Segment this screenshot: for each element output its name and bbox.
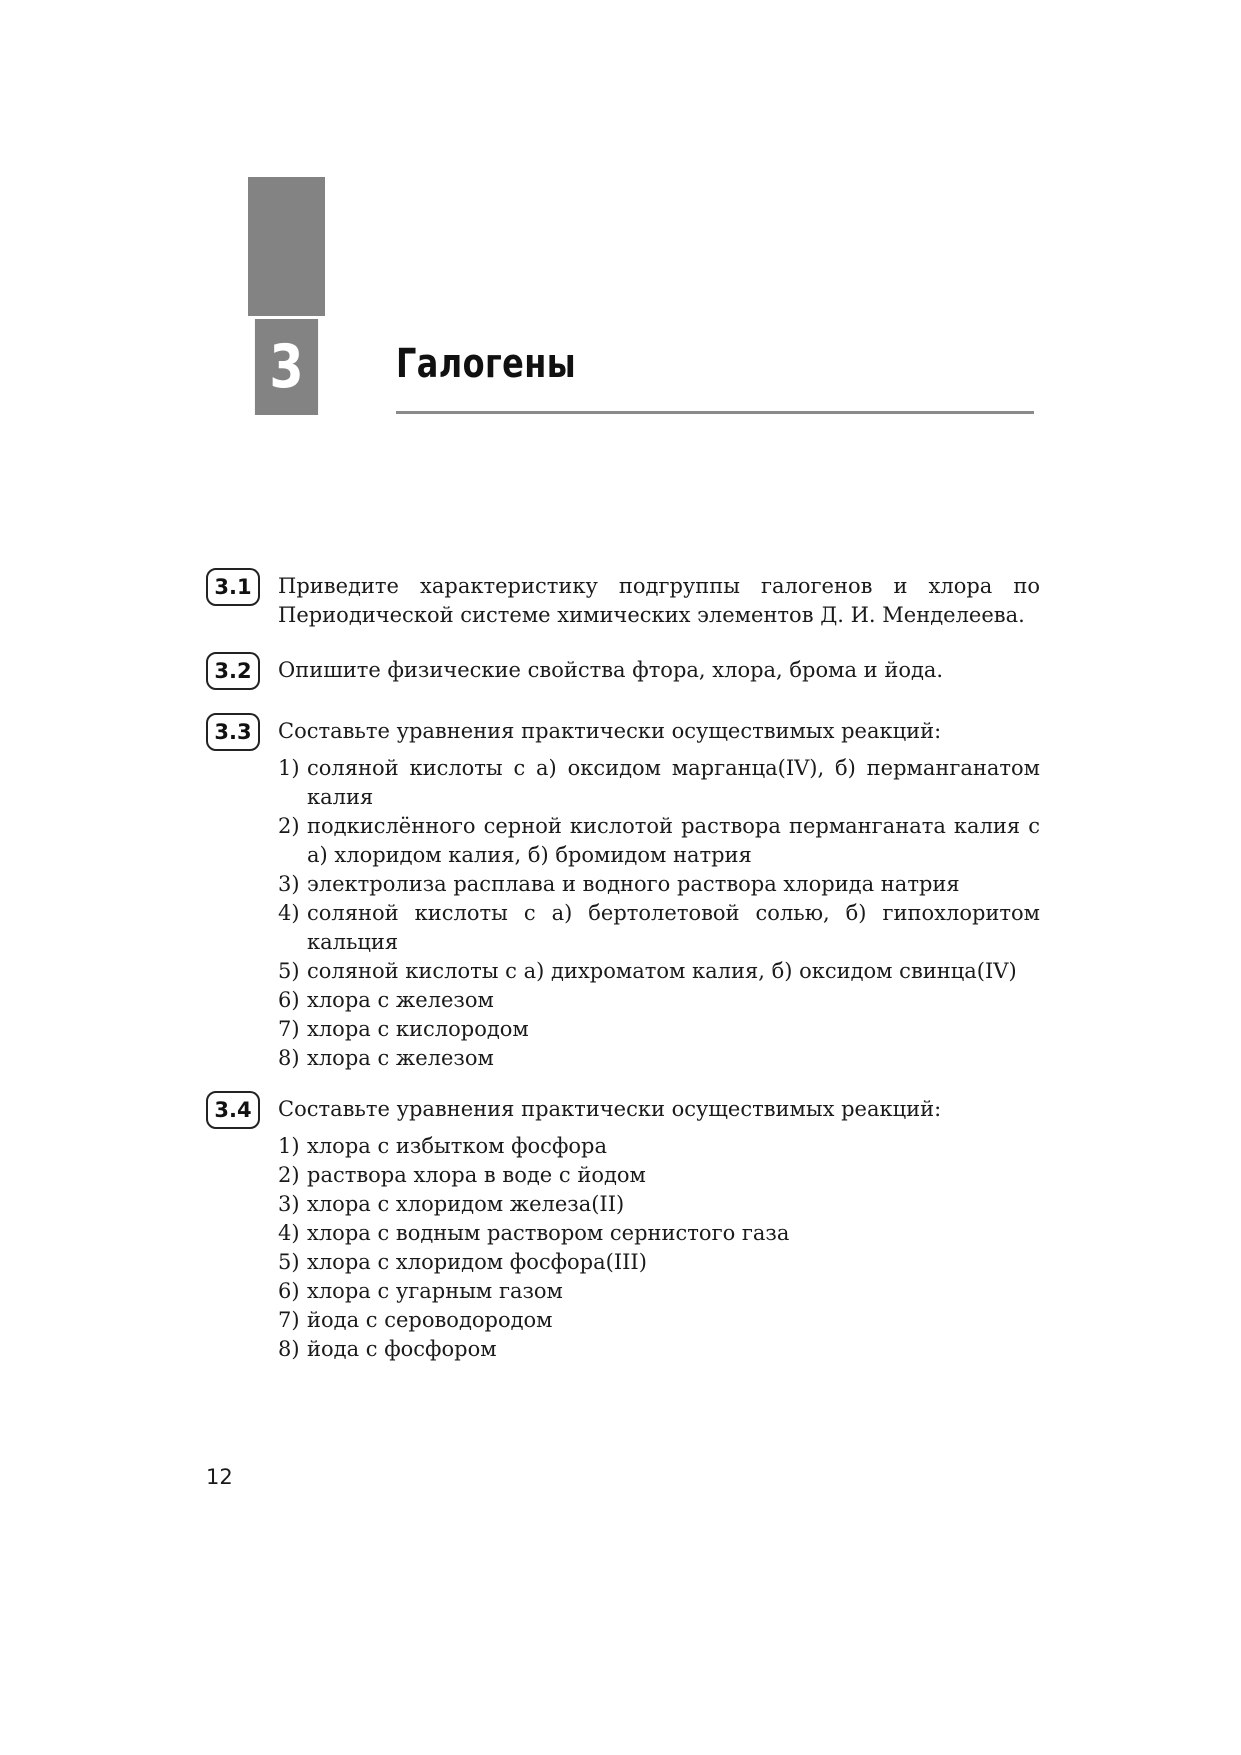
task-text: Приведите характеристику подгруппы галогенов и хлора по Периодической системе химических элементов Д. И. Менделеева. [278, 574, 1040, 627]
list-item: 4) хлора с водным раствором сернистого газа [278, 1221, 790, 1245]
list-item: 2) раствора хлора в воде с йодом [278, 1163, 646, 1187]
task-text: Опишите физические свойства фтора, хлора, брома и йода. [278, 658, 944, 682]
list-item: 3) электролиза расплава и водного раствора хлорида натрия [278, 872, 960, 896]
task-item-list [278, 754, 1040, 1073]
list-item: 3) хлора с хлоридом железа(II) [278, 1192, 625, 1216]
chapter-tab [248, 177, 325, 415]
list-item: 6) хлора с угарным газом [278, 1279, 563, 1303]
list-item: 5) хлора с хлоридом фосфора(III) [278, 1250, 647, 1274]
task-body [278, 656, 1040, 685]
list-item: 1) соляной кислоты с а) оксидом марганца(IV), б) перманганатом калия [278, 756, 1040, 809]
list-item: 5) соляной кислоты с а) дихроматом калия, б) оксидом свинца(IV) [278, 959, 1017, 983]
chapter-title: Галогены [396, 341, 577, 387]
task-text: Составьте уравнения практически осуществимых реакций: [278, 719, 942, 743]
list-item: 4) соляной кислоты с а) бертолетовой солью, б) гипохлоритом кальция [278, 901, 1040, 954]
task-body [278, 1095, 1040, 1364]
title-divider [396, 411, 1034, 414]
task-body [278, 572, 1040, 630]
list-item: 2) подкислённого серной кислотой раствора перманганата калия с а) хлоридом калия, б) бромидом натрия [278, 814, 1040, 867]
list-item: 6) хлора с железом [278, 988, 494, 1012]
list-item: 7) йода с сероводородом [278, 1308, 553, 1332]
task-badge: 3.3 [206, 713, 260, 751]
task-item-list [278, 1132, 1040, 1364]
list-item: 8) хлора с железом [278, 1046, 494, 1070]
list-item: 1) хлора с избытком фосфора [278, 1134, 607, 1158]
task-badge: 3.2 [206, 652, 260, 690]
task-badge: 3.1 [206, 568, 260, 606]
task-body [278, 717, 1040, 1073]
list-item: 8) йода с фосфором [278, 1337, 497, 1361]
list-item: 7) хлора с кислородом [278, 1017, 529, 1041]
task-text: Составьте уравнения практически осуществимых реакций: [278, 1097, 942, 1121]
chapter-number: 3 [255, 319, 318, 415]
task-badge: 3.4 [206, 1091, 260, 1129]
page-number: 12 [206, 1465, 233, 1489]
chapter-tab-bar [248, 177, 325, 316]
